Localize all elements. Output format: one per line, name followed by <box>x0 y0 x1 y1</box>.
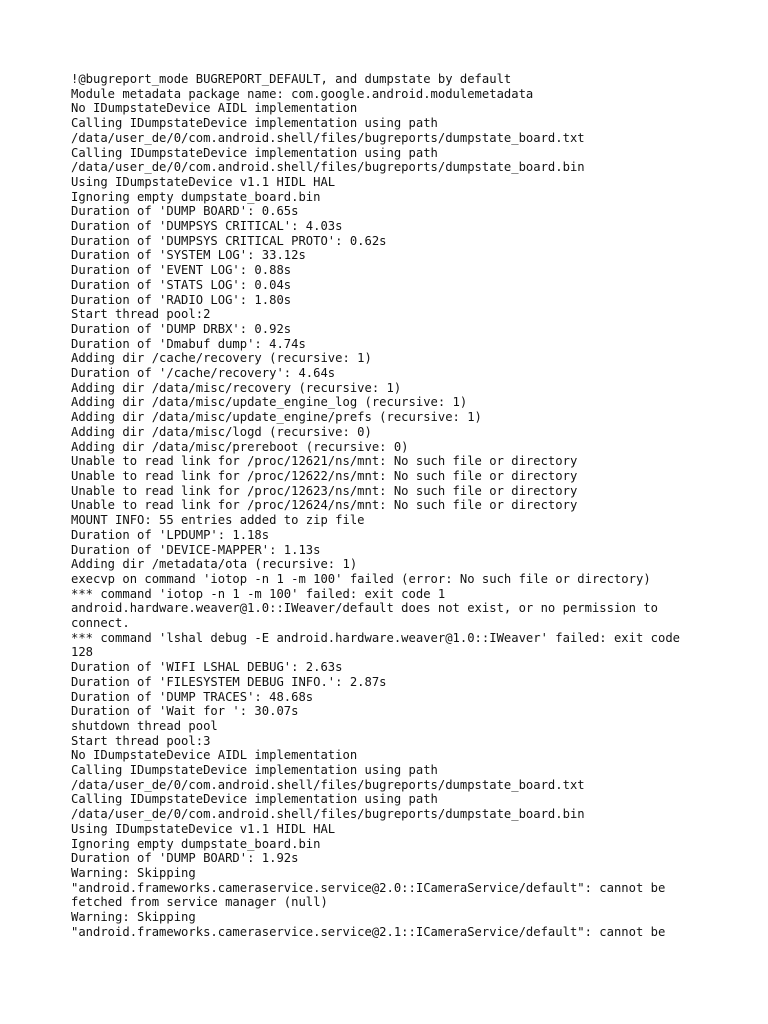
log-line: Adding dir /cache/recovery (recursive: 1) <box>71 351 372 366</box>
log-line: Using IDumpstateDevice v1.1 HIDL HAL <box>71 821 336 836</box>
log-line: *** command 'iotop -n 1 -m 100' failed: exit code 1 <box>71 586 446 601</box>
log-line: Start thread pool:2 <box>71 307 211 322</box>
log-line: "android.frameworks.cameraservice.service@2.0::ICameraService/default": cannot be <box>71 880 666 895</box>
log-line: /data/user_de/0/com.android.shell/files/bugreports/dumpstate_board.bin <box>71 160 585 175</box>
log-line: Adding dir /data/misc/logd (recursive: 0) <box>71 424 372 439</box>
log-line: Unable to read link for /proc/12621/ns/mnt: No such file or directory <box>71 454 578 469</box>
document-page <box>71 72 711 939</box>
log-line: Duration of 'Wait for ': 30.07s <box>71 704 299 719</box>
log-line: Using IDumpstateDevice v1.1 HIDL HAL <box>71 174 336 189</box>
log-line: No IDumpstateDevice AIDL implementation <box>71 748 358 763</box>
log-line: fetched from service manager (null) <box>71 895 328 910</box>
log-line: Duration of 'RADIO LOG': 1.80s <box>71 292 292 307</box>
log-line: shutdown thread pool <box>71 718 218 733</box>
log-line: Calling IDumpstateDevice implementation using path <box>71 763 438 778</box>
log-line: Duration of 'Dmabuf dump': 4.74s <box>71 336 306 351</box>
log-line: Duration of 'FILESYSTEM DEBUG INFO.': 2.87s <box>71 674 387 689</box>
log-line: Warning: Skipping <box>71 865 196 880</box>
log-line: Duration of '/cache/recovery': 4.64s <box>71 366 336 381</box>
log-line: Duration of 'EVENT LOG': 0.88s <box>71 263 292 278</box>
log-line: execvp on command 'iotop -n 1 -m 100' failed (error: No such file or directory) <box>71 571 651 586</box>
log-line: *** command 'lshal debug -E android.hardware.weaver@1.0::IWeaver' failed: exit code <box>71 630 681 645</box>
log-line: Duration of 'STATS LOG': 0.04s <box>71 277 292 292</box>
log-line: Warning: Skipping <box>71 910 196 925</box>
log-line: android.hardware.weaver@1.0::IWeaver/default does not exist, or no permission to <box>71 601 658 616</box>
log-line: Unable to read link for /proc/12623/ns/mnt: No such file or directory <box>71 483 578 498</box>
log-line: Adding dir /metadata/ota (recursive: 1) <box>71 557 358 572</box>
log-line: Calling IDumpstateDevice implementation using path <box>71 116 438 131</box>
log-line: Unable to read link for /proc/12624/ns/mnt: No such file or directory <box>71 498 578 513</box>
log-line: "android.frameworks.cameraservice.service@2.1::ICameraService/default": cannot be <box>71 924 666 939</box>
log-line: Duration of 'WIFI LSHAL DEBUG': 2.63s <box>71 660 343 675</box>
log-line: Duration of 'DUMP BOARD': 1.92s <box>71 851 299 866</box>
log-line: Adding dir /data/misc/update_engine/prefs (recursive: 1) <box>71 410 482 425</box>
log-line: 128 <box>71 645 94 660</box>
log-line: No IDumpstateDevice AIDL implementation <box>71 101 358 116</box>
log-line: Ignoring empty dumpstate_board.bin <box>71 836 321 851</box>
log-line: Module metadata package name: com.google.android.modulemetadata <box>71 86 534 101</box>
log-line: !@bugreport_mode BUGREPORT_DEFAULT, and dumpstate by default <box>71 72 512 86</box>
log-line: Start thread pool:3 <box>71 733 211 748</box>
log-line: connect. <box>71 616 130 631</box>
log-line: /data/user_de/0/com.android.shell/files/bugreports/dumpstate_board.bin <box>71 807 585 822</box>
log-line: Adding dir /data/misc/prereboot (recursive: 0) <box>71 439 409 454</box>
log-text-block <box>71 72 711 939</box>
log-line: Adding dir /data/misc/update_engine_log (recursive: 1) <box>71 395 468 410</box>
log-line: Adding dir /data/misc/recovery (recursive: 1) <box>71 380 402 395</box>
log-line: Duration of 'SYSTEM LOG': 33.12s <box>71 248 306 263</box>
log-line: Duration of 'DUMP TRACES': 48.68s <box>71 689 314 704</box>
log-line: Duration of 'DUMP DRBX': 0.92s <box>71 321 292 336</box>
log-line: Calling IDumpstateDevice implementation using path <box>71 145 438 160</box>
log-line: Unable to read link for /proc/12622/ns/mnt: No such file or directory <box>71 468 578 483</box>
log-line: Duration of 'DUMPSYS CRITICAL PROTO': 0.62s <box>71 233 387 248</box>
log-line: Duration of 'DUMP BOARD': 0.65s <box>71 204 299 219</box>
log-line: /data/user_de/0/com.android.shell/files/bugreports/dumpstate_board.txt <box>71 130 585 145</box>
log-line: MOUNT INFO: 55 entries added to zip file <box>71 513 365 528</box>
log-line: /data/user_de/0/com.android.shell/files/bugreports/dumpstate_board.txt <box>71 777 585 792</box>
log-line: Duration of 'LPDUMP': 1.18s <box>71 527 270 542</box>
log-line: Duration of 'DEVICE-MAPPER': 1.13s <box>71 542 321 557</box>
log-line: Ignoring empty dumpstate_board.bin <box>71 189 321 204</box>
log-line: Duration of 'DUMPSYS CRITICAL': 4.03s <box>71 219 343 234</box>
log-line: Calling IDumpstateDevice implementation using path <box>71 792 438 807</box>
